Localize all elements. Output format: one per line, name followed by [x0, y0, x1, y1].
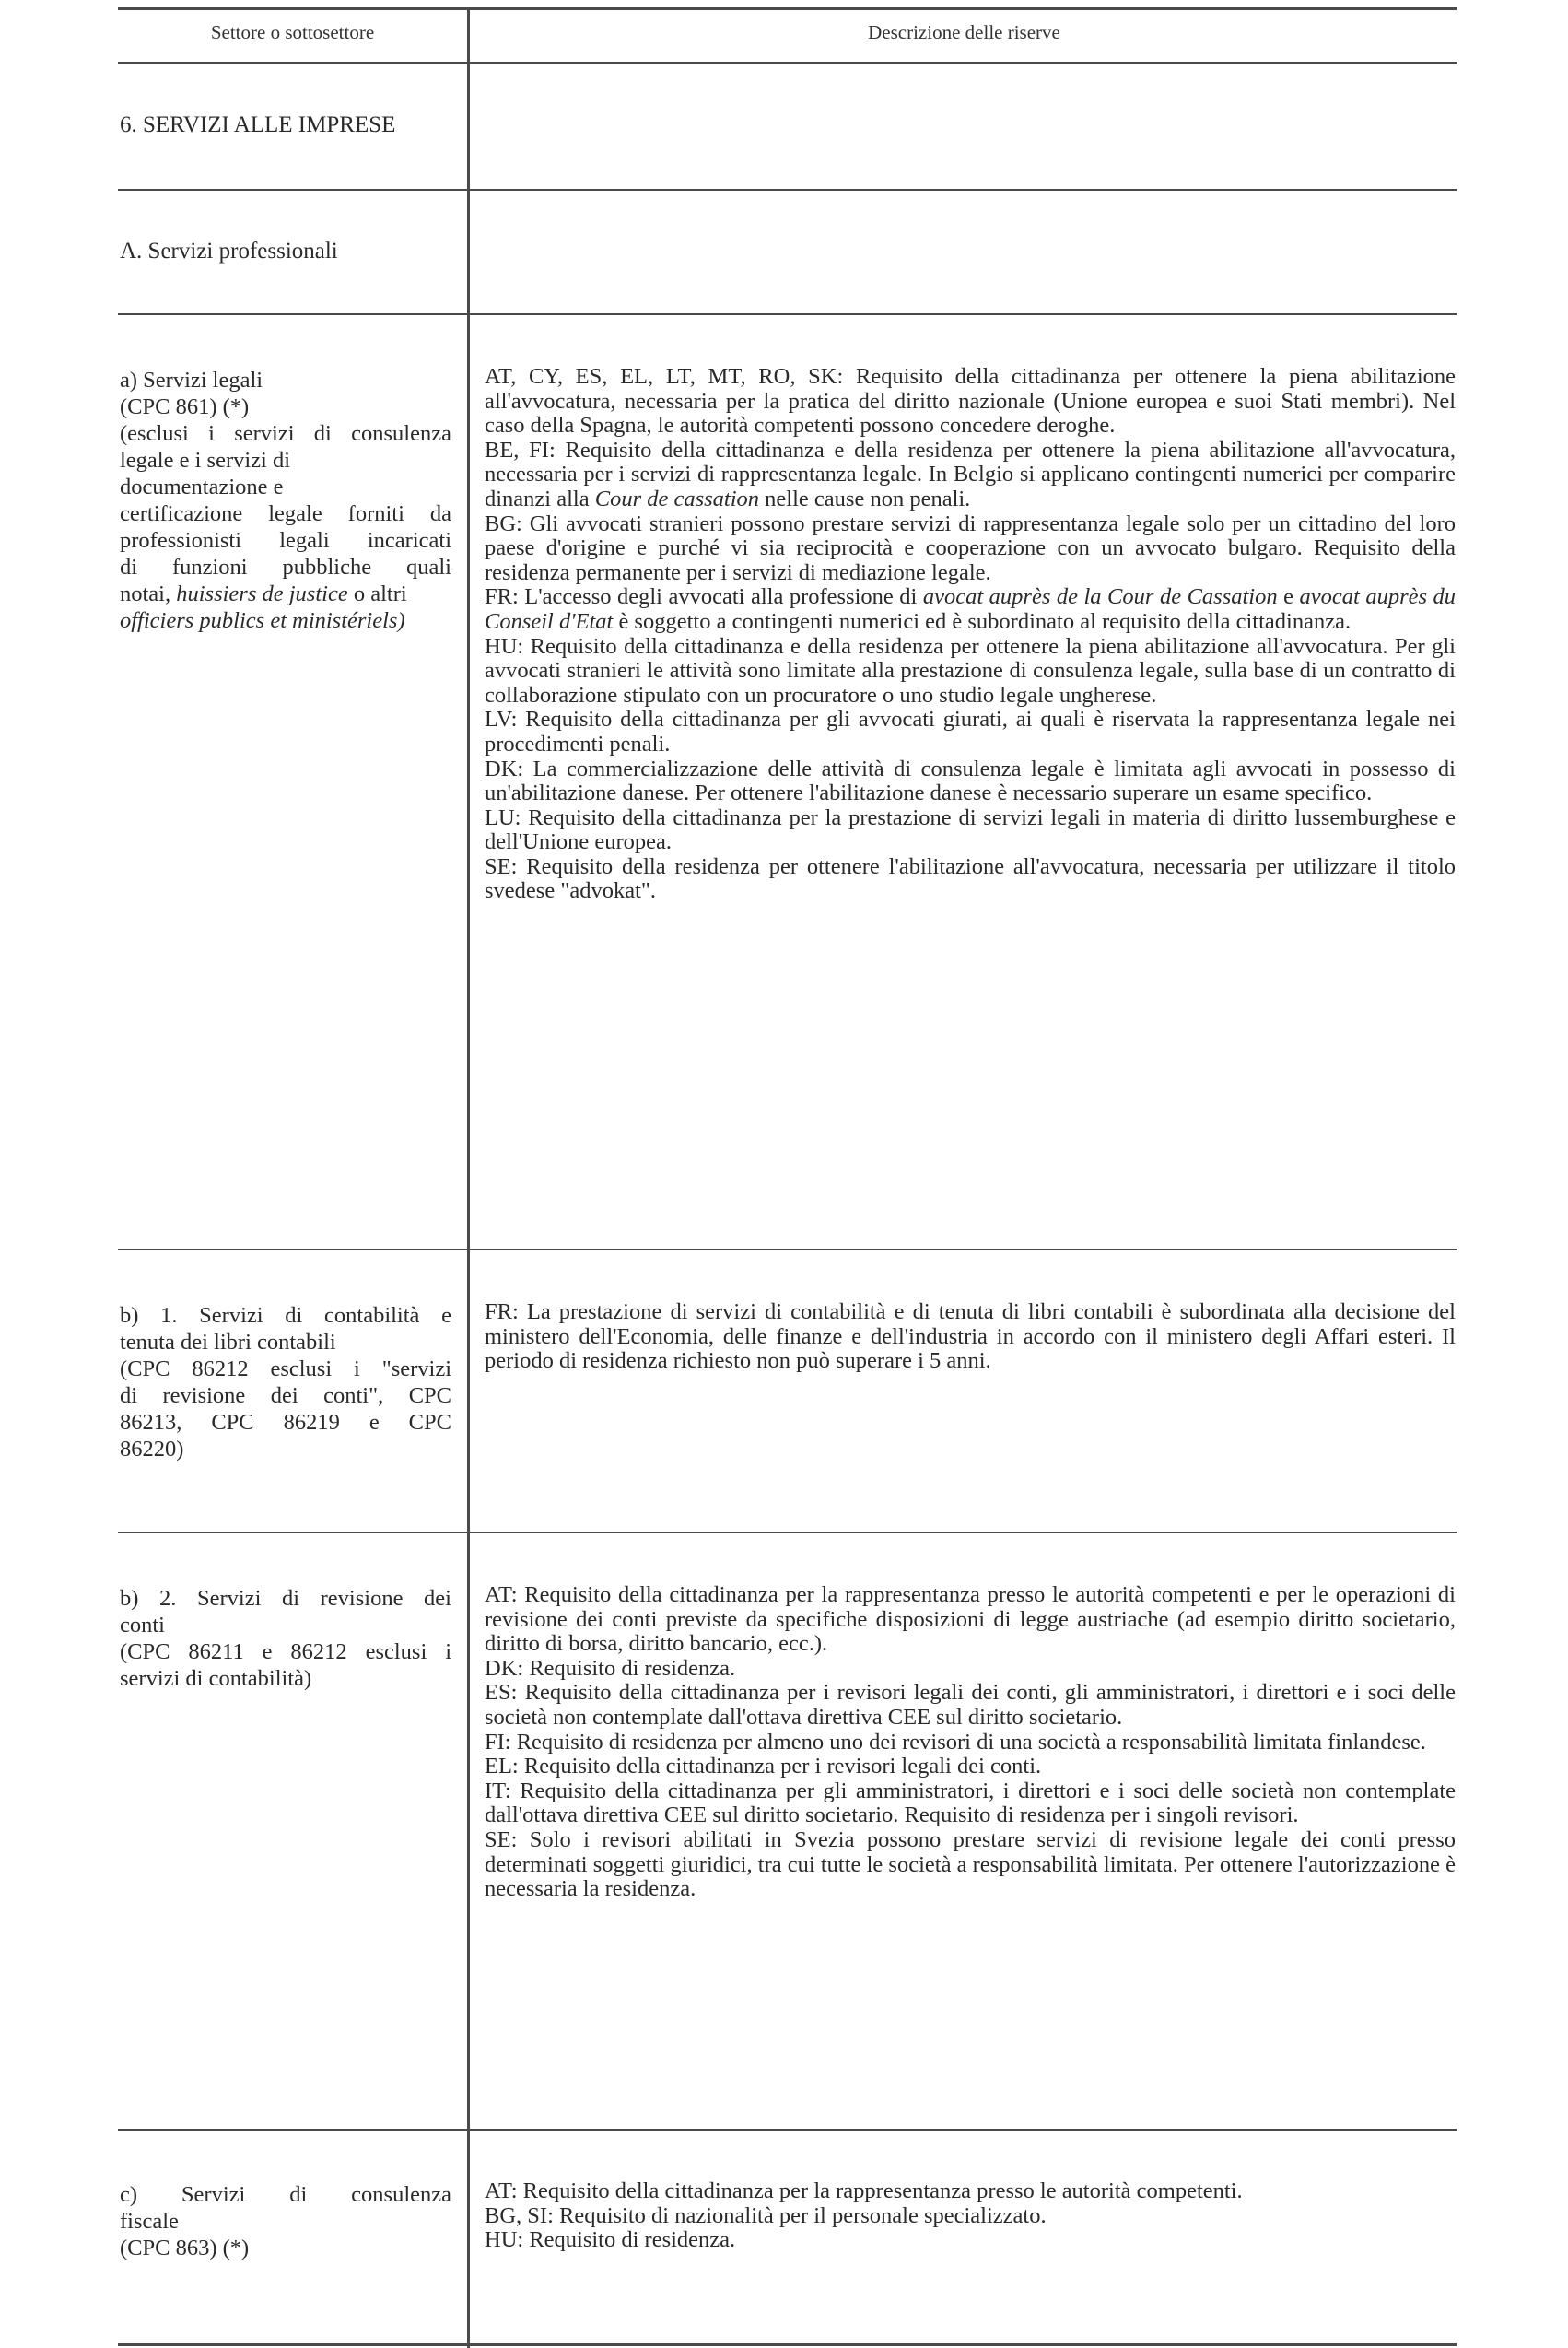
sector-line: b) 2. Servizi di revisione dei: [120, 1586, 451, 1611]
sector-text: o altri: [353, 581, 407, 606]
sector-line: tenuta dei libri contabili: [120, 1330, 336, 1355]
reservation-text: è soggetto a contingenti numerici ed è subordinato al requisito della cittadinanza.: [618, 608, 1352, 634]
table-top-rule: [118, 7, 1457, 10]
reservation-text: e: [1283, 584, 1293, 610]
reservations-cell-accounting: [485, 1300, 1456, 1374]
reservation-paragraph: FR: La prestazione di servizi di contabilità e di tenuta di libri contabili è subordinata alla decisione del ministero dell'Economia, delle finanze e dell'industria in accordo con il ministero degli Affari esteri. Il periodo di residenza richiesto non può superare i 5 anni.: [485, 1299, 1456, 1374]
reservation-paragraph: IT: Requisito della cittadinanza per gli amministratori, i direttori e i soci delle società non contemplate dall'ottava direttiva CEE sul diritto societario. Requisito di residenza per i singoli revisori.: [485, 1778, 1456, 1828]
reservation-paragraph: SE: Solo i revisori abilitati in Svezia possono prestare servizi di revisione legale dei conti presso determinati soggetti giuridici, tra cui tutte le società a responsabilità limitata. Per ottenere l'autorizzazione è necessaria la residenza.: [485, 1826, 1456, 1902]
sector-line: b) 1. Servizi di contabilità e: [120, 1303, 451, 1328]
sector-cell-accounting: [120, 1302, 451, 1462]
sector-line: di funzioni pubbliche quali: [120, 555, 451, 580]
sector-line: documentazione e: [120, 475, 284, 499]
reservation-paragraph: DK: Requisito di residenza.: [485, 1655, 736, 1681]
reservation-paragraph: ES: Requisito della cittadinanza per i revisori legali dei conti, gli amministratori, i direttori e i soci delle società non contemplate dall'ottava direttiva CEE sul diritto societario.: [485, 1680, 1456, 1730]
sector-line: c) Servizi di consulenza: [120, 2182, 451, 2207]
section-heading-professional-services: A. Servizi professionali: [120, 239, 338, 264]
reservation-paragraph: HU: Requisito di residenza.: [485, 2227, 736, 2253]
reservation-paragraph: DK: La commercializzazione delle attività di consulenza legale è limitata agli avvocati in possesso di un'abilitazione danese. Per ottenere l'abilitazione danese è necessario superare un esame specifico.: [485, 756, 1456, 806]
reservation-paragraph: AT: Requisito della cittadinanza per la rappresentanza presso le autorità competenti e per le operazioni di revisione dei conti previste da specifiche disposizioni di legge austriache (ad esempio diritto societario, diritto di borsa, diritto bancario, ecc.).: [485, 1582, 1456, 1657]
sector-line: (CPC 86212 esclusi i "servizi: [120, 1356, 451, 1381]
reservation-paragraph: AT: Requisito della cittadinanza per la rappresentanza presso le autorità competenti.: [485, 2178, 1243, 2203]
reservation-paragraph: AT, CY, ES, EL, LT, MT, RO, SK: Requisito della cittadinanza per ottenere la piena abilitazione all'avvocatura, necessaria per la pratica del diritto nazionale (Unione europea e suoi Stati membri). Nel caso della Spagna, le autorità competenti possono concedere deroghe.: [485, 364, 1456, 439]
sector-line: (CPC 863) (*): [120, 2236, 250, 2260]
sector-line: (CPC 861) (*): [120, 394, 250, 419]
sector-line: professionisti legali incaricati: [120, 528, 451, 553]
reservation-paragraph: [485, 439, 1456, 512]
reservations-cell-legal-services: [485, 365, 1456, 904]
sector-line: (CPC 86211 e 86212 esclusi i: [120, 1639, 451, 1664]
row-divider: [118, 189, 1457, 191]
reservation-text-italic: avocat auprès du Conseil d'Etat: [485, 584, 1457, 634]
column-divider: [467, 7, 470, 2348]
reservation-text-italic: Cour de cassation: [594, 486, 760, 511]
sector-cell-tax-advisory: [120, 2181, 451, 2261]
reservation-paragraph: FI: Requisito di residenza per almeno uno dei revisori di una società a responsabilità limitata finlandese.: [485, 1729, 1426, 1755]
row-divider: [118, 313, 1457, 315]
reservation-paragraph: LV: Requisito della cittadinanza per gli avvocati giurati, ai quali è riservata la rappresentanza legale nei procedimenti penali.: [485, 707, 1456, 757]
sector-cell-legal-services: [120, 367, 451, 634]
sector-line: fiscale: [120, 2209, 179, 2234]
table-bottom-rule: [118, 2343, 1457, 2346]
reservation-text: BE, FI: Requisito della cittadinanza e della residenza per ottenere la piena abilitazione all'avvocatura, necessaria per i servizi di rappresentanza legale. In Belgio si applicano contingenti numerici per comparire dinanzi alla: [485, 437, 1456, 511]
sector-line: legale e i servizi di: [120, 448, 291, 473]
reservation-paragraph: HU: Requisito della cittadinanza e della residenza per ottenere la piena abilitazione all'avvocatura. Per gli avvocati stranieri le attività sono limitate alla prestazione di consulenza legale, sulla base di un contratto di collaborazione stipulato con un procuratore o uno studio legale ungherese.: [485, 633, 1456, 708]
reservation-paragraph: BG, SI: Requisito di nazionalità per il personale specializzato.: [485, 2202, 1047, 2228]
sector-line: 86213, CPC 86219 e CPC: [120, 1410, 451, 1435]
column-header-reservations: Descrizione delle riserve: [868, 21, 1060, 43]
reservation-paragraph: [485, 585, 1456, 634]
row-divider: [118, 1249, 1457, 1250]
reservation-text-italic: avocat auprès de la Cour de Cassation: [922, 584, 1278, 610]
sector-line: [120, 607, 451, 634]
sector-line: di revisione dei conti", CPC: [120, 1383, 451, 1408]
sector-text-italic: huissiers de justice: [176, 581, 348, 606]
sector-line: [120, 581, 451, 607]
reservation-paragraph: SE: Requisito della residenza per ottenere l'abilitazione all'avvocatura, necessaria per utilizzare il titolo svedese "advokat".: [485, 853, 1456, 904]
sector-text-italic: officiers publics et ministériels): [120, 608, 405, 633]
sector-text: notai,: [120, 581, 171, 606]
reservation-paragraph: EL: Requisito della cittadinanza per i revisori legali dei conti.: [485, 1754, 1042, 1779]
sector-line: certificazione legale forniti da: [120, 501, 451, 526]
sector-line: (esclusi i servizi di consulenza: [120, 421, 451, 446]
reservation-text: FR: L'accesso degli avvocati alla professione di: [485, 584, 918, 610]
row-divider: [118, 2129, 1457, 2131]
reservation-paragraph: LU: Requisito della cittadinanza per la prestazione di servizi legali in materia di diritto lussemburghese e dell'Unione europea.: [485, 804, 1456, 855]
column-header-sector: Settore o sottosettore: [210, 21, 375, 43]
header-bottom-rule: [118, 62, 1457, 64]
section-heading-business-services: 6. SERVIZI ALLE IMPRESE: [120, 112, 396, 137]
reservations-cell-auditing: [485, 1583, 1456, 1902]
sector-line: a) Servizi legali: [120, 368, 263, 393]
row-divider: [118, 1532, 1457, 1533]
reservation-text: nelle cause non penali.: [765, 486, 971, 511]
sector-line: servizi di contabilità): [120, 1666, 312, 1691]
sector-line: 86220): [120, 1437, 184, 1462]
sector-cell-auditing: [120, 1585, 451, 1692]
reservations-cell-tax-advisory: [485, 2179, 1456, 2253]
sector-line: conti: [120, 1613, 165, 1638]
reservation-paragraph: BG: Gli avvocati stranieri possono prestare servizi di rappresentanza legale solo per un cittadino del loro paese d'origine e purché vi sia reciprocità e cooperazione con un avvocato bulgaro. Requisito della residenza permanente per i servizi di mediazione legale.: [485, 511, 1456, 585]
